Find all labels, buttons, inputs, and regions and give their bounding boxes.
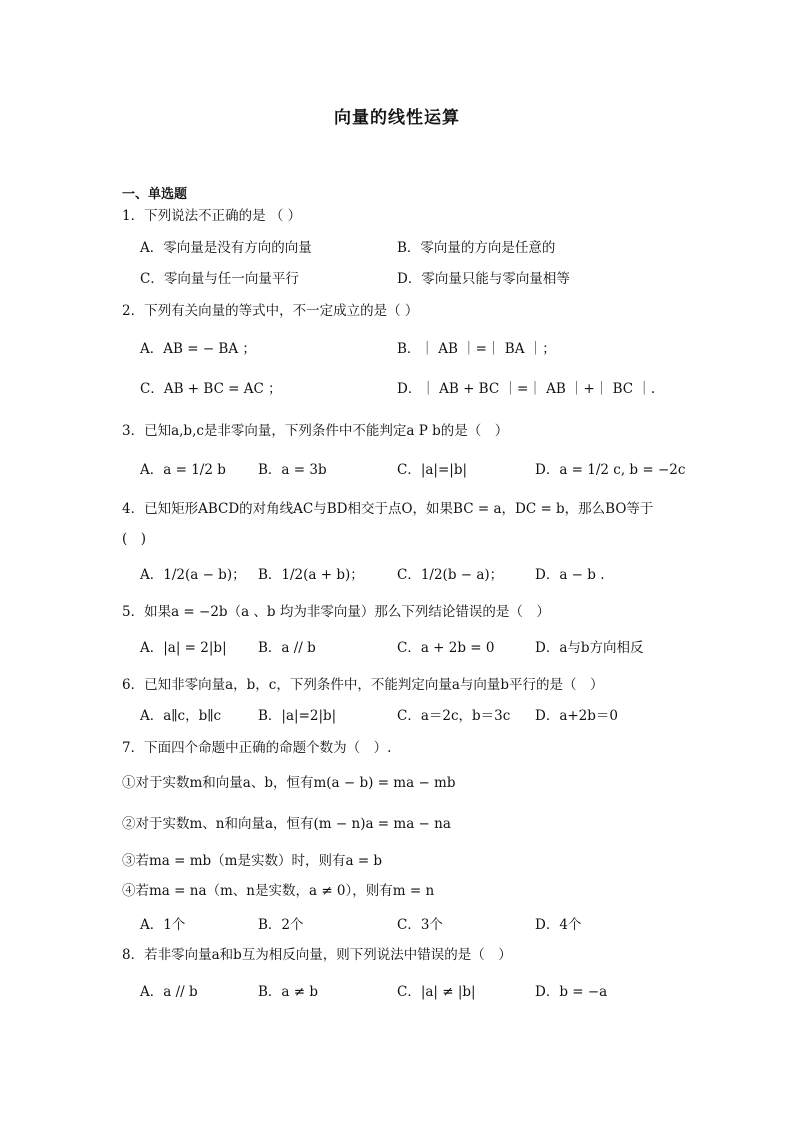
question-3-option-c: C．|a|=|b| <box>397 462 468 478</box>
question-5-option-a: A．|a| = 2|b| <box>140 640 227 656</box>
question-6-option-c: C．a＝2c，b＝3c <box>397 708 511 724</box>
question-2-option-d: D．｜ AB + BC ｜=｜ AB ｜+｜ BC ｜. <box>397 381 656 397</box>
question-2-option-c: C．AB + BC = AC ； <box>140 381 282 397</box>
question-1-stem: 1．下列说法不正确的是 （ ） <box>122 208 302 224</box>
question-4-option-c: C．1/2(b − a)； <box>397 567 504 583</box>
question-3-stem: 3．已知a,b,c是非零向量，下列条件中不能判定a P b的是（ ） <box>122 423 509 439</box>
question-6-option-a: A．a∥c，b∥c <box>140 708 222 724</box>
question-7-option-c: C．3个 <box>397 917 443 933</box>
question-7-statement-2: ②对于实数m、n和向量a，恒有(m − n)a = ma − na <box>122 816 451 832</box>
question-7-stem: 7．下面四个命题中正确的命题个数为（ ）. <box>122 740 392 756</box>
question-3-option-b: B．a = 3b <box>258 462 327 478</box>
question-6-option-d: D．a+2b＝0 <box>535 708 619 724</box>
page-title: 向量的线性运算 <box>334 108 460 128</box>
question-4-option-b: B．1/2(a + b)； <box>258 567 364 583</box>
question-8-stem: 8．若非零向量a和b互为相反向量，则下列说法中错误的是（ ） <box>122 947 512 963</box>
question-4-stem: 4．已知矩形ABCD的对角线AC与BD相交于点O，如果BC = a，DC = b，那么BO等于 <box>122 501 654 517</box>
question-5-option-c: C．a + 2b = 0 <box>397 640 495 656</box>
question-6-stem: 6．已知非零向量a，b，c，下列条件中，不能判定向量a与向量b平行的是（ ） <box>122 677 604 693</box>
question-7-option-a: A．1个 <box>140 917 186 933</box>
question-4-option-d: D．a − b . <box>535 567 605 583</box>
question-7-statement-3: ③若ma = mb（m是实数）时，则有a = b <box>122 853 383 869</box>
question-7-statement-4: ④若ma = na（m、n是实数，a ≠ 0），则有m = n <box>122 883 435 899</box>
question-1-option-d: D．零向量只能与零向量相等 <box>397 271 570 287</box>
question-3-option-a: A．a = 1/2 b <box>140 462 226 478</box>
question-2-option-b: B．｜ AB ｜=｜ BA ｜； <box>397 341 556 357</box>
question-7-statement-1: ①对于实数m和向量a、b，恒有m(a − b) = ma − mb <box>122 775 456 791</box>
question-2-option-a: A．AB = − BA ； <box>140 341 256 357</box>
section-heading: 一、单选题 <box>122 187 188 202</box>
question-8-option-b: B．a ≠ b <box>258 984 319 1000</box>
question-1-option-a: A．零向量是没有方向的向量 <box>140 240 312 256</box>
question-8-option-a: A．a // b <box>140 984 198 1000</box>
question-2-stem: 2．下列有关向量的等式中，不一定成立的是（ ） <box>122 303 419 319</box>
question-7-option-d: D．4个 <box>535 917 582 933</box>
question-6-option-b: B．|a|=2|b| <box>258 708 337 724</box>
question-5-option-d: D．a与b方向相反 <box>535 640 644 656</box>
question-5-stem: 5．如果a = −2b（a 、b 均为非零向量）那么下列结论错误的是（ ） <box>122 604 550 620</box>
question-4-option-a: A．1/2(a − b)； <box>140 567 246 583</box>
question-4-paren: ( ) <box>122 531 147 547</box>
question-5-option-b: B．a // b <box>258 640 316 656</box>
question-3-option-d: D．a = 1/2 c, b = −2c <box>535 462 686 478</box>
question-8-option-c: C．|a| ≠ |b| <box>397 984 476 1000</box>
question-1-option-b: B．零向量的方向是任意的 <box>397 240 556 256</box>
question-7-option-b: B．2个 <box>258 917 304 933</box>
question-1-option-c: C．零向量与任一向量平行 <box>140 271 299 287</box>
question-8-option-d: D．b = −a <box>535 984 608 1000</box>
